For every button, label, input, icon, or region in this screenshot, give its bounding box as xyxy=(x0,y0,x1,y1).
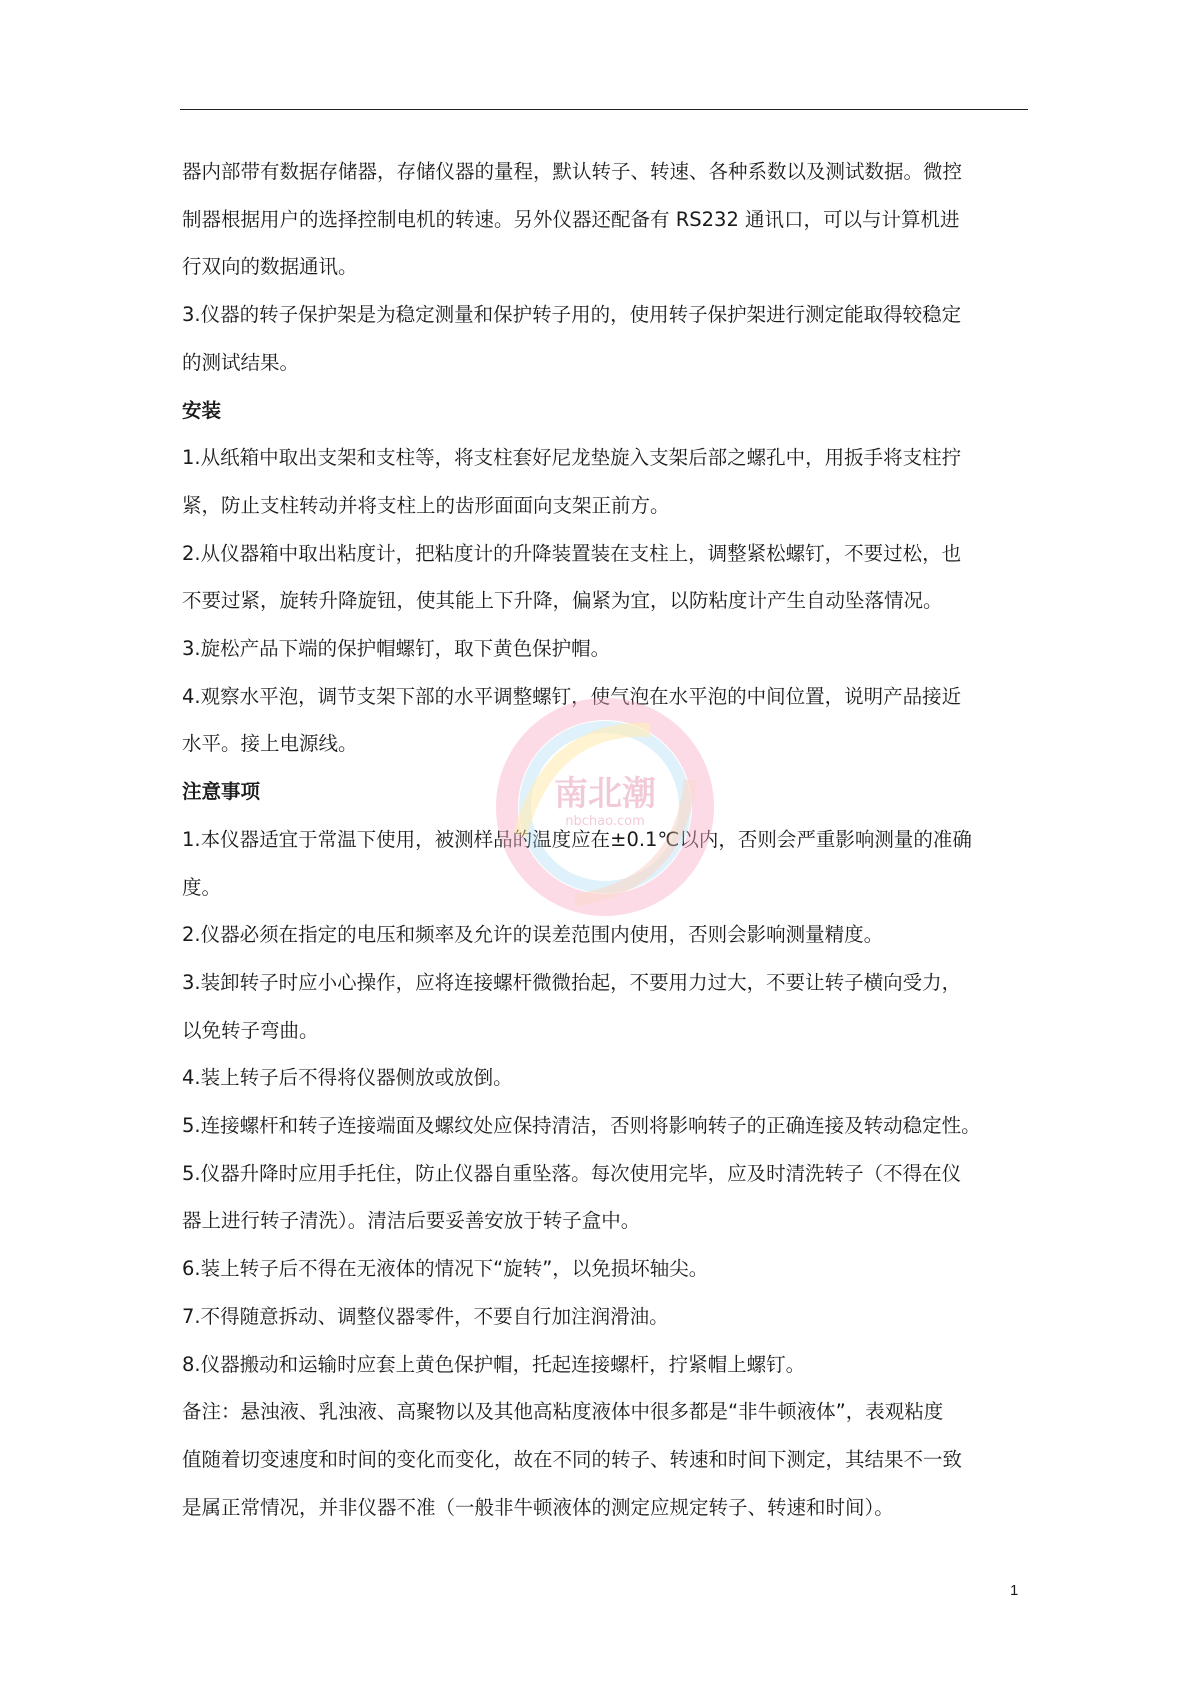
body-text-line: 水平。接上电源线。 xyxy=(182,732,358,756)
body-text-line: 以免转子弯曲。 xyxy=(182,1018,319,1042)
body-text-line: 8.仪器搬动和运输时应套上黄色保护帽，托起连接螺杆，拧紧帽上螺钉。 xyxy=(182,1352,806,1376)
body-text-line: 2.仪器必须在指定的电压和频率及允许的误差范围内使用，否则会影响测量精度。 xyxy=(182,923,884,947)
body-text-line: 1.从纸箱中取出支架和支柱等，将支柱套好尼龙垫旋入支架后部之螺孔中，用扳手将支柱拧 xyxy=(182,446,962,470)
body-text-line: 4.观察水平泡，调节支架下部的水平调整螺钉，使气泡在水平泡的中间位置，说明产品接近 xyxy=(182,684,962,708)
document-body xyxy=(182,148,1042,1531)
body-text-line: 3.仪器的转子保护架是为稳定测量和保护转子用的，使用转子保护架进行测定能取得较稳定 xyxy=(182,303,962,327)
body-text-line: 器内部带有数据存储器，存储仪器的量程，默认转子、转速、各种系数以及测试数据。微控 xyxy=(182,160,963,183)
body-text-line: 不要过紧，旋转升降旋钮，使其能上下升降，偏紧为宜，以防粘度计产生自动坠落情况。 xyxy=(182,589,943,613)
page-number: 1 xyxy=(1010,1582,1019,1599)
body-text-line: 6.装上转子后不得在无液体的情况下“旋转”，以免损坏轴尖。 xyxy=(182,1257,709,1281)
body-text-line: 3.装卸转子时应小心操作，应将连接螺杆微微抬起，不要用力过大，不要让转子横向受力， xyxy=(182,970,962,994)
body-text-line: 1.本仪器适宜于常温下使用，被测样品的温度应在±0.1℃以内，否则会严重影响测量的准确 xyxy=(182,827,972,851)
body-text-line: 是属正常情况，并非仪器不准（一般非牛顿液体的测定应规定转子、转速和时间）。 xyxy=(182,1495,894,1519)
section-heading: 注意事项 xyxy=(182,780,261,804)
header-rule xyxy=(180,109,1028,110)
body-text-line: 值随着切变速度和时间的变化而变化，故在不同的转子、转速和时间下测定，其结果不一致 xyxy=(182,1447,963,1471)
body-text-line: 器上进行转子清洗）。清洁后要妥善安放于转子盒中。 xyxy=(182,1209,641,1233)
watermark-subtext: nbchao.com xyxy=(565,814,645,829)
section-heading: 安装 xyxy=(182,398,222,422)
watermark-text: 南北潮 xyxy=(554,774,656,814)
body-text-line: 制器根据用户的选择控制电机的转速。另外仪器还配备有 RS232 通讯口，可以与计算机进 xyxy=(182,207,960,231)
body-text-line: 度。 xyxy=(182,875,222,899)
body-text-line: 行双向的数据通讯。 xyxy=(182,255,358,279)
body-text-line: 3.旋松产品下端的保护帽螺钉，取下黄色保护帽。 xyxy=(182,637,611,661)
body-text-line: 2.从仪器箱中取出粘度计，把粘度计的升降装置装在支柱上，调整紧松螺钉，不要过松，也 xyxy=(182,541,962,565)
body-text-line: 5.连接螺杆和转子连接端面及螺纹处应保持清洁，否则将影响转子的正确连接及转动稳定性。 xyxy=(182,1114,981,1138)
body-text-line: 4.装上转子后不得将仪器侧放或放倒。 xyxy=(182,1066,513,1090)
body-text-line: 备注：悬浊液、乳浊液、高聚物以及其他高粘度液体中很多都是“非牛顿液体”，表观粘度 xyxy=(182,1400,944,1424)
body-text-line: 的测试结果。 xyxy=(182,350,300,374)
body-text-line: 7.不得随意拆动、调整仪器零件，不要自行加注润滑油。 xyxy=(182,1304,669,1328)
body-text-line: 5.仪器升降时应用手托住，防止仪器自重坠落。每次使用完毕，应及时清洗转子（不得在仪 xyxy=(182,1161,962,1185)
body-text-line: 紧，防止支柱转动并将支柱上的齿形面面向支架正前方。 xyxy=(182,493,670,517)
